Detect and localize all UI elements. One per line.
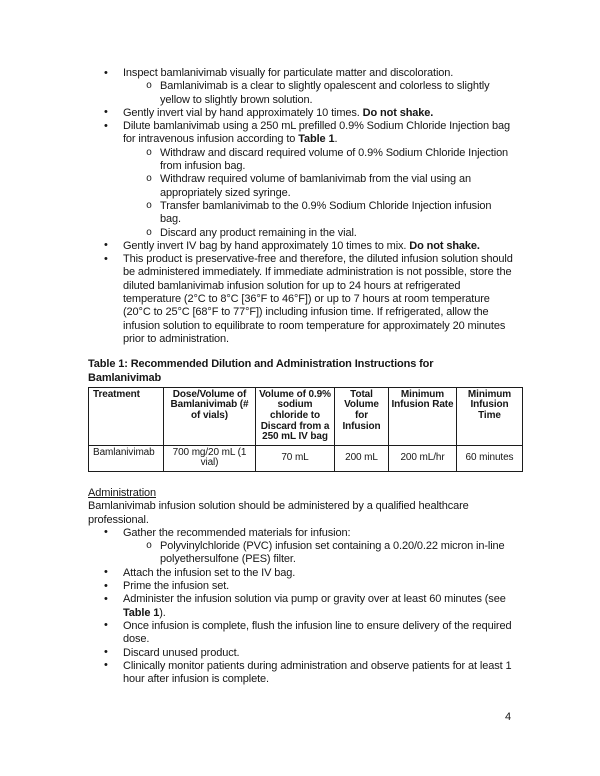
- list-item-text: [123, 593, 506, 618]
- text-segment: Withdraw and discard required volume of 0.9% Sodium Chloride Injection from infusion bag.: [160, 146, 509, 173]
- list-item-text: [123, 253, 513, 345]
- circle-icon: o: [146, 147, 152, 159]
- text-segment-bold: Table 1: [123, 606, 160, 619]
- text-segment: Transfer bamlanivimab to the 0.9% Sodium Chloride Injection infusion bag.: [160, 199, 492, 226]
- bullet-icon: •: [104, 239, 108, 252]
- table1-header-dose-volume: Dose/Volume of Bamlanivimab (# of vials): [164, 387, 256, 445]
- list-item-text: [123, 240, 480, 252]
- table1-header-treatment: Treatment: [89, 387, 164, 445]
- text-segment-bold: Do not shake.: [409, 239, 480, 252]
- text-segment: .: [334, 133, 338, 146]
- text-segment: Once infusion is complete, flush the infusion line to ensure delivery of the required dose.: [123, 619, 512, 646]
- bullet-icon: •: [104, 66, 108, 79]
- circle-icon: o: [146, 541, 152, 553]
- text-segment: Gently invert vial by hand approximately 10 times.: [123, 106, 363, 119]
- list-item: [88, 107, 515, 120]
- list-item: [88, 620, 515, 647]
- text-segment: Clinically monitor patients during administration and observe patients for at least 1 hour after infusion is complete.: [123, 659, 512, 686]
- list-item-text: [123, 567, 295, 579]
- bullet-icon: •: [104, 592, 108, 605]
- text-segment: Dilute bamlanivimab using a 250 mL prefilled 0.9% Sodium Chloride Injection bag for intravenous infusion according to: [123, 120, 510, 146]
- list-item: [88, 173, 515, 200]
- list-item: [88, 567, 515, 580]
- page-number: 4: [505, 711, 511, 723]
- list-item: [88, 120, 515, 147]
- text-segment: Administer the infusion solution via pump or gravity over at least 60 minutes (see: [123, 593, 506, 606]
- list-item: [88, 240, 515, 253]
- bullet-icon: •: [104, 566, 108, 579]
- list-item-text: [123, 660, 511, 685]
- text-segment: Gather the recommended materials for infusion:: [123, 526, 351, 539]
- table1-cell-volume-discard: 70 mL: [256, 445, 335, 471]
- table1-cell-dose-volume: 700 mg/20 mL (1 vial): [164, 445, 256, 471]
- table1-header-min-infusion-time: Minimum Infusion Time: [457, 387, 523, 445]
- table1-header-total-volume: Total Volume for Infusion: [335, 387, 389, 445]
- text-segment: This product is preservative-free and therefore, the diluted infusion solution should be administered immediately. If immediate administration is not possible, store the diluted bamlanivimab infusion solution for up to 24 hours at refrigerated temperature (2°C to 8°C [36°F to 46°F]) or up to 7 hours at room temperature (20°C to 25°C [68°F to 77°F]) including infusion time. If refrigerated, allow the infusion solution to equilibrate to room temperature for approximately 20 minutes prior to administration.: [123, 253, 513, 345]
- table-row: [89, 445, 523, 471]
- page-content: [88, 67, 515, 686]
- list-item-text: [123, 120, 510, 145]
- text-segment: Prime the infusion set.: [123, 580, 230, 593]
- list-item-text: [160, 80, 489, 105]
- administration-list: [88, 527, 515, 687]
- list-item-text: [160, 540, 505, 565]
- administration-section: [88, 487, 515, 686]
- list-item: [88, 67, 515, 80]
- list-item-text: [123, 67, 453, 79]
- administration-intro: Bamlanivimab infusion solution should be administered by a qualified healthcare professional.: [88, 500, 469, 526]
- text-segment: Inspect bamlanivimab visually for particulate matter and discoloration.: [123, 67, 454, 79]
- list-item: [88, 527, 515, 540]
- text-segment: Discard unused product.: [123, 646, 240, 659]
- text-segment: Bamlanivimab is a clear to slightly opalescent and colorless to slightly yellow to slightly brown solution.: [160, 80, 490, 106]
- bullet-icon: •: [104, 619, 108, 632]
- bullet-icon: •: [104, 106, 108, 119]
- list-item: [88, 147, 515, 174]
- table1-cell-total-volume: 200 mL: [335, 445, 389, 471]
- list-item-text: [160, 147, 508, 172]
- list-item: [88, 253, 515, 346]
- bullet-icon: •: [104, 579, 108, 592]
- table1-header-volume-discard: Volume of 0.9% sodium chloride to Discard from a 250 mL IV bag: [256, 387, 335, 445]
- text-segment: Discard any product remaining in the vial.: [160, 226, 357, 239]
- preparation-list: [88, 67, 515, 346]
- list-item: [88, 593, 515, 620]
- table1-cell-treatment: Bamlanivimab: [89, 445, 164, 471]
- text-segment: Gently invert IV bag by hand approximately 10 times to mix.: [123, 239, 410, 252]
- bullet-icon: •: [104, 119, 108, 132]
- list-item-text: [123, 647, 239, 659]
- text-segment: Polyvinylchloride (PVC) infusion set containing a 0.20/0.22 micron in-line polyethersulfone (PES) filter.: [160, 540, 505, 566]
- table1-header-row: [89, 387, 523, 445]
- list-item: [88, 647, 515, 660]
- list-item-text: [123, 527, 350, 539]
- list-item-text: [123, 620, 511, 645]
- text-segment: Withdraw required volume of bamlanivimab from the vial using an appropriately sized syringe.: [160, 173, 471, 199]
- list-item: [88, 660, 515, 687]
- text-segment: Attach the infusion set to the IV bag.: [123, 566, 296, 579]
- circle-icon: o: [146, 174, 152, 186]
- text-segment-bold: Do not shake.: [362, 106, 434, 119]
- bullet-icon: •: [104, 526, 108, 539]
- list-item: [88, 200, 515, 227]
- list-item: [88, 80, 515, 107]
- list-item-text: [160, 173, 471, 198]
- text-segment: ).: [159, 606, 166, 619]
- table1-title: Table 1: Recommended Dilution and Administration Instructions for Bamlanivimab: [88, 358, 434, 384]
- list-item-text: [123, 580, 229, 592]
- bullet-icon: •: [104, 646, 108, 659]
- circle-icon: o: [146, 200, 152, 212]
- text-segment-bold: Table 1: [298, 133, 335, 146]
- list-item-text: [160, 227, 357, 239]
- list-item: [88, 540, 515, 567]
- list-item-text: [123, 107, 433, 119]
- list-item-text: [160, 200, 491, 225]
- list-item: [88, 227, 515, 240]
- table1-cell-min-infusion-rate: 200 mL/hr: [389, 445, 457, 471]
- table1: [88, 387, 523, 472]
- administration-heading: Administration: [88, 486, 157, 499]
- list-item: [88, 580, 515, 593]
- bullet-icon: •: [104, 252, 108, 265]
- circle-icon: o: [146, 81, 152, 93]
- bullet-icon: •: [104, 659, 108, 672]
- table1-header-min-infusion-rate: Minimum Infusion Rate: [389, 387, 457, 445]
- table1-cell-min-infusion-time: 60 minutes: [457, 445, 523, 471]
- circle-icon: o: [146, 227, 152, 239]
